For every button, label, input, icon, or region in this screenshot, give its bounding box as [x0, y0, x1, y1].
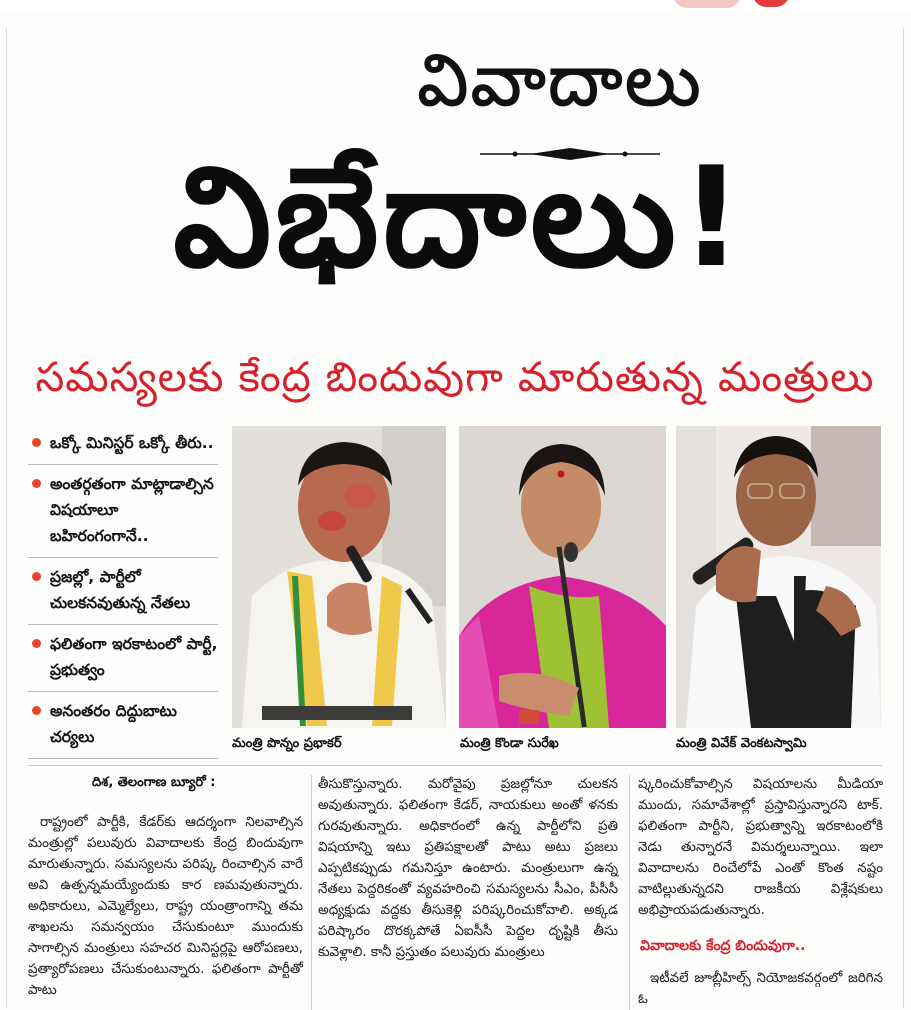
bullet-dot-icon [32, 572, 41, 581]
bullet-dot-icon [32, 479, 41, 488]
article-column-2: తీసుకొస్తున్నారు. మరోవైపు ప్రజల్లోనూ చులకన అవుతున్నారు. ఫలితంగా కేడర్, నాయకులు అంతో ళనకు గురవుతున్నారు. అధికారంలో ఉన్న పార్టీలోని ప్రతి విషయాన్ని ఇటు ప్రతిపక్షాలతో పాటు అటు ప్రజలు ఎప్పటికప్పుడు గమనిస్తూ ఉంటారు. మంత్రులుగా ఉన్న నేతలు పెద్దరికంతో వ్యవహరించి సమస్యలను సీఎం, పీసీసీ అధ్యక్షుడు వద్దకు తీసుకెళ్లి పరిష్కరించుకోవాలి. అక్కడ పరిష్కారం దొరక్కపోతే ఏఐసీసీ పెద్దల దృష్టికి తీసు కువెళ్లాలి. కానీ ప్రస్తుతం పలువురు మంత్రులు [318, 777, 618, 960]
photo-minister-konda [459, 426, 666, 728]
article-column-3: ష్కరించుకోవాల్సిన విషయాలను మీడియా ముందు, సమావేశాల్లో ప్రస్తావిస్తున్నారని టాక్. ఫలితంగా పార్టీని, ప్రభుత్వాన్ని ఇరకాటంలోకి నెడు తున్నారనే విమర్శలున్నాయి. ఇలా వివాదాలను రించేలోపే ఎంతో కొంత నష్టం వాటిల్లుతున్నదని రాజకీయ విశ్లేషకులు అభిప్రాయపడుతున్నారు. [638, 777, 883, 918]
photo-caption: మంత్రి పొన్నం ప్రభాకర్ [232, 736, 342, 751]
photo-caption: మంత్రి వివేక్ వెంకటస్వామి [676, 736, 807, 751]
column-separator [311, 775, 312, 1010]
photo-illustration [676, 426, 881, 728]
column-separator [629, 775, 630, 1010]
photo-illustration [459, 426, 666, 728]
highlight-item: అంతర్గతంగా మాట్లాడాల్సిన విషయాలూ బహిరంగంగానే.. [28, 465, 218, 558]
bullet-dot-icon [32, 639, 41, 648]
top-strip [0, 0, 911, 12]
photo-minister-ponnam [232, 426, 446, 728]
highlight-item: ప్రజల్లో, పార్టీలో చులకనవుతున్న నేతలు [28, 558, 218, 625]
article-column-1: రాష్ట్రంలో పార్టీకి, కేడర్‌కు ఆదర్శంగా నిలవాల్సిన మంత్రుల్లో పలువురు వివాదాలకు కేంద్ర బిందువుగా మారుతున్నారు. సమస్యలను పరిష్క రించాల్సిన వారే అవి ఉత్పన్నమయ్యేందుకు కార ణమవుతున్నారు. అధికారులు, ఎమ్మెల్యేలు, రాష్ట్ర యంత్రాంగాన్ని తమ శాఖలను సమన్వయం చేసుకుంటూ ముందుకు సాగాల్సిన మంత్రులు సహచర మినిస్టర్లపై ఆరోపణలు, ప్రత్యారోపణలు చేసుకుంటున్నారు. ఫలితంగా పార్టీతో పాటు [28, 815, 303, 998]
highlight-item: అనంతరం దిద్దుబాటు చర్యలు [28, 692, 218, 759]
highlights-list [28, 424, 218, 759]
byline: దిశ, తెలంగాణ బ్యూరో : [92, 775, 216, 790]
photo-minister-vivek [676, 426, 881, 728]
article-subheading: వివాదాలకు కేంద్ర బిందువుగా.. [640, 938, 806, 954]
bullet-dot-icon [32, 438, 41, 447]
article-column-3-continued: ఇటీవలే జూబ్లీహిల్స్ నియోజకవర్గంలో జరిగిన ఓ [638, 971, 883, 1007]
page-border-left [6, 28, 7, 1008]
photo-illustration [232, 426, 446, 728]
highlight-item: ఫలితంగా ఇరకాటంలో పార్టీ, ప్రభుత్వం [28, 625, 218, 692]
page-border-right [903, 28, 904, 1008]
bullet-dot-icon [32, 706, 41, 715]
top-image-fragment-red [752, 0, 790, 7]
section-divider [28, 765, 882, 766]
photo-caption: మంత్రి కొండా సురేఖ [460, 736, 559, 751]
subheading: సమస్యలకు కేంద్ర బిందువుగా మారుతున్న మంత్రులు [35, 353, 875, 401]
highlight-item: ఒక్కో మినిస్టర్ ఒక్కో తీరు.. [28, 424, 218, 465]
headline-line1: వివాదాలు [417, 38, 703, 122]
headline-line2: విభేదాలు! [173, 137, 747, 298]
top-image-fragment [672, 0, 742, 8]
